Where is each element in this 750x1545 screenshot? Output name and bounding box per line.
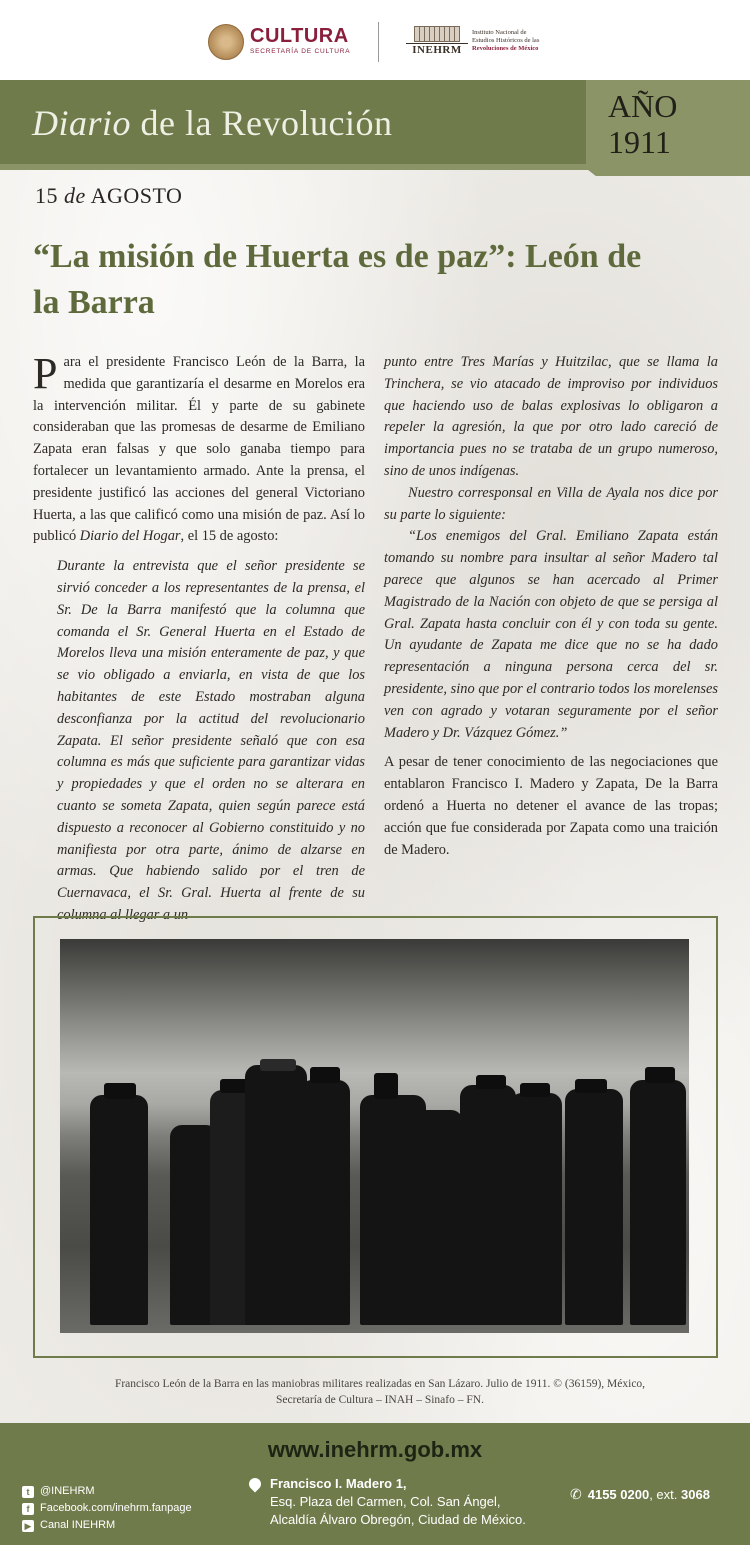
address-title: Francisco I. Madero 1,: [270, 1476, 407, 1491]
inehrm-name-line-3: Revoluciones de México: [472, 45, 539, 52]
address-line-2: Esq. Plaza del Carmen, Col. San Ángel,: [270, 1494, 501, 1509]
date-de: de: [64, 183, 86, 208]
publication-title-rest: de la Revolución: [131, 103, 393, 143]
quote-block-left: Durante la entrevista que el señor presidente se sirvió conceder a los representantes de la prensa, el Sr. De la Barra manifestó que la columna que comanda el Sr. General Huerta en el Estado de Morelos lleva una misión enteramente de paz, y que se vio obligado a enviarla, en vista de que los habitantes de este Estado mostraban alguna desconfianza por la actitud del revolucionario Zapata. El señor presidente señaló que con esa columna es más que suficiente para garantizar vidas y propiedades y que el orden no se alterara en cuanto se someta Zapata, quien según parece está dispuesto a reconocer al Gobierno constituido y no manifiesta por otra parte, ánimo de alzarse en armas. Que habiendo salido por el tren de Cuernavaca, el Sr. Gral. Huerta al frente de su columna al llegar a un: [57, 558, 365, 923]
figure-11: [630, 1080, 686, 1325]
mexico-seal-icon: [208, 24, 244, 60]
correspondent-intro: Nuestro corresponsal en Villa de Ayala nos dice por su parte lo siguiente:: [384, 484, 718, 523]
cultura-logo-subtitle: SECRETARÍA DE CULTURA: [250, 48, 351, 55]
correspondent-quote: “Los enemigos del Gral. Emiliano Zapata están tomando su nombre para insultar al señor Madero tal parece que algunos se han acercado al Primer Magistrado de la Nación con objeto de que se persiga al Gral. Zapata hasta concluir con él y con toda su gente. Un ayudante de Zapata me dice que no se ha dado representación a ninguna persona cerca del sr. presidente, sino que por el contrario todos los morelenses ven con agrado y votaran seguramente por el señor Madero y Dr. Vázquez Gómez.”: [384, 528, 718, 741]
inehrm-institution-name: [472, 29, 539, 53]
facebook-icon: f: [22, 1503, 34, 1515]
publication-title-italic: Diario: [32, 103, 132, 143]
website-link[interactable]: www.inehrm.gob.mx: [267, 1437, 483, 1462]
figure-hat-9: [520, 1083, 550, 1097]
footer: [0, 1423, 750, 1545]
address-line-3: Alcaldía Álvaro Obregón, Ciudad de México.: [270, 1512, 526, 1527]
quote-continued: punto entre Tres Marías y Huitzilac, que se llama la Trinchera, se vio atacado de improviso por individuos que haciendo uso de balas explosivas lo obligaron a repeler la agresión, la que por otro lado careció de importancia pues no se trataba de un grupo numeroso, sino de unos indígenas.: [384, 354, 718, 479]
historical-photo[interactable]: [60, 939, 689, 1333]
photo-caption-line-2: Secretaría de Cultura – INAH – Sinafo – FN.: [276, 1394, 484, 1406]
figure-hat-10: [575, 1079, 607, 1093]
figure-8: [460, 1085, 516, 1325]
youtube-link[interactable]: [22, 1517, 192, 1534]
address-block: [250, 1475, 526, 1529]
figure-9: [510, 1093, 562, 1325]
closing-paragraph: A pesar de tener conocimiento de las negociaciones que entablaron Francisco I. Madero y Zapata, De la Barra ordenó a Huerta no detener el avance de las tropas; acción que fue considerada por Zapata como una traición de Madero.: [384, 754, 718, 858]
inehrm-logo-text: INEHRM: [406, 43, 468, 56]
phone-extension: 3068: [681, 1487, 710, 1502]
figure-4: [245, 1065, 307, 1325]
logo-divider: [378, 22, 379, 62]
figure-hat-6: [374, 1073, 398, 1099]
intro-text-end: , el 15 de agosto:: [180, 528, 279, 545]
year-label: [608, 88, 677, 160]
photo-caption-line-1: Francisco León de la Barra en las maniobras militares realizadas en San Lázaro. Julio de 1911. © (36159), México,: [114, 1378, 646, 1390]
twitter-icon: t: [22, 1486, 34, 1498]
figure-hat-1: [104, 1083, 136, 1099]
figure-hat-5: [310, 1067, 340, 1083]
year-number: 1911: [608, 124, 671, 160]
youtube-icon: ▶: [22, 1520, 34, 1532]
figure-hat-4: [260, 1059, 296, 1071]
inehrm-name-line-1: Instituto Nacional de: [472, 29, 527, 36]
date-month: AGOSTO: [90, 183, 183, 208]
youtube-channel: Canal INEHRM: [40, 1519, 116, 1531]
facebook-link[interactable]: [22, 1500, 192, 1517]
cultura-logo-title[interactable]: CULTURA: [250, 25, 349, 47]
figure-hat-8: [476, 1075, 506, 1089]
publication-title: [32, 102, 392, 144]
figure-10: [565, 1089, 623, 1325]
phone-ext-label: , ext.: [649, 1487, 678, 1502]
photo-caption: [80, 1376, 680, 1408]
intro-paragraph: [33, 349, 365, 548]
date-day: 15: [35, 183, 58, 208]
inehrm-logo[interactable]: [406, 26, 468, 58]
figure-1: [90, 1095, 148, 1325]
entry-date: [35, 183, 182, 209]
inehrm-name-line-2: Estudios Históricos de las: [472, 37, 540, 44]
article-column-right: [384, 352, 718, 861]
year-word: AÑO: [608, 88, 678, 124]
building-icon: [414, 26, 460, 42]
headline: “La misión de Huerta es de paz”: León de la Barra: [33, 238, 642, 321]
figure-5: [300, 1080, 350, 1325]
phone-block[interactable]: [570, 1486, 710, 1503]
figure-hat-11: [645, 1067, 675, 1083]
intro-text: ara el presidente Francisco León de la Barra, la medida que garantizaría el desarme en Morelos era la intervención militar. Él y parte de su gabinete consideraban que las promesas de desarme de Emiliano Zapata eran falsas y que solo ganaba tiempo para fortalecer un levantamiento armado. Ante la prensa, el presidente justificó las acciones del general Victoriano Huerta, a las que calificó como una misión de paz. Así lo publicó: [33, 354, 365, 545]
logo-header: [0, 0, 750, 80]
phone-number: 4155 0200: [587, 1487, 650, 1502]
article-column-left: [33, 349, 365, 927]
source-name: Diario del Hogar: [79, 528, 181, 545]
twitter-link[interactable]: [22, 1483, 192, 1500]
twitter-handle: @INEHRM: [40, 1485, 95, 1497]
social-links: [22, 1483, 192, 1534]
figure-hat-3: [220, 1079, 248, 1093]
dropcap: P: [33, 349, 58, 398]
figure-7: [415, 1110, 463, 1325]
phone-icon: ✆: [570, 1486, 582, 1502]
facebook-url: Facebook.com/inehrm.fanpage: [40, 1502, 192, 1514]
